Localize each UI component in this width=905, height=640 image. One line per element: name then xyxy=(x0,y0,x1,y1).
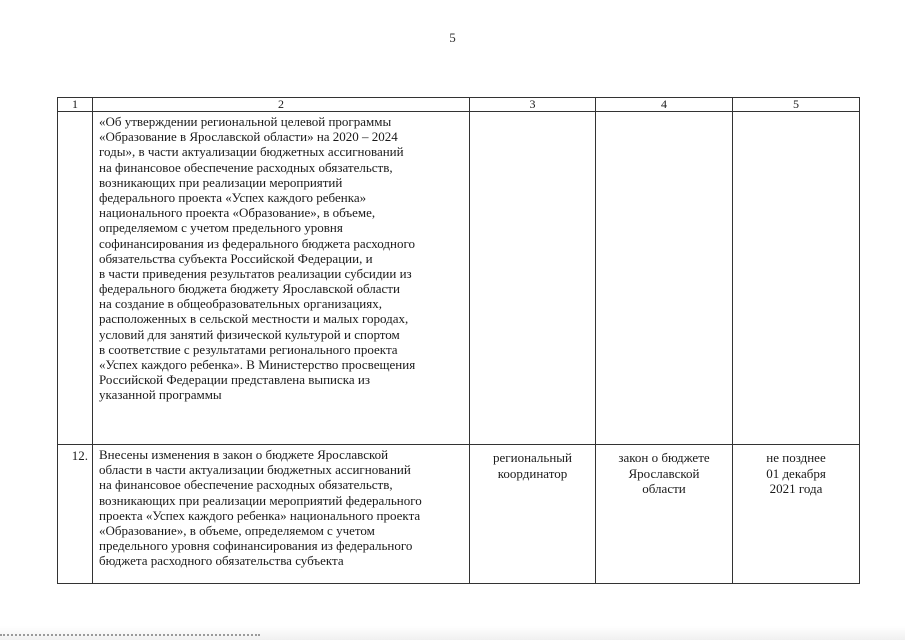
text-line: 01 декабря xyxy=(766,465,826,481)
text-line: области xyxy=(642,481,686,496)
deadline-cell xyxy=(733,112,860,445)
text-line: в соответствие с результатами регионального проекта xyxy=(99,341,398,357)
header-col-1: 1 xyxy=(58,98,93,112)
text-line: области в части актуализации бюджетных ассигнований xyxy=(99,462,411,478)
description-cell xyxy=(93,112,470,445)
text-line: «Образование в Ярославской области» на 2020 – 2024 xyxy=(99,129,398,145)
result-document-text xyxy=(596,445,732,497)
text-line: указанной программы xyxy=(99,387,222,403)
text-line: закон о бюджете xyxy=(618,450,710,465)
page-number: 5 xyxy=(449,30,456,45)
result-document-cell xyxy=(596,445,733,584)
header-col-5: 5 xyxy=(733,98,860,112)
description-text xyxy=(93,112,469,403)
text-line: возникающих при реализации мероприятий федерального xyxy=(99,492,422,508)
result-document-cell xyxy=(596,112,733,445)
header-col-4: 4 xyxy=(596,98,733,112)
result-document-text xyxy=(596,112,732,117)
responsible-text xyxy=(470,112,595,117)
row-number-cell xyxy=(58,112,93,445)
responsible-cell xyxy=(470,445,596,584)
text-line: обязательства субъекта Российской Федерации, и xyxy=(99,250,373,266)
table-row xyxy=(58,112,860,445)
deadline-cell xyxy=(733,445,860,584)
row-number: 12. xyxy=(71,448,88,463)
text-line: возникающих при реализации мероприятий xyxy=(99,174,343,190)
text-line: определяемом с учетом предельного уровня xyxy=(99,220,343,236)
text-line: Ярославской xyxy=(628,465,700,481)
responsible-cell xyxy=(470,112,596,445)
text-line: Российской Федерации представлена выписка из xyxy=(99,372,371,388)
text-line: «Образование», в объеме, определяемом с учетом xyxy=(99,522,375,538)
text-line: не позднее xyxy=(766,450,826,465)
text-line: 2021 года xyxy=(769,481,823,496)
table-header-row xyxy=(58,98,860,112)
text-line: «Об утверждении региональной целевой программы xyxy=(99,114,392,129)
text-line: софинансирования из федерального бюджета расходного xyxy=(99,235,416,251)
header-col-2: 2 xyxy=(93,98,470,112)
row-number xyxy=(58,112,92,115)
text-line: в части приведения результатов реализации субсидии из xyxy=(99,265,412,281)
document-table xyxy=(57,97,860,584)
text-line: национального проекта «Образование», в объеме, xyxy=(99,205,376,221)
header-col-3: 3 xyxy=(470,98,596,112)
text-line: на создание в общеобразовательных организациях, xyxy=(99,296,382,312)
description-text xyxy=(93,445,469,569)
text-line: «Успех каждого ребенка». В Министерство просвещения xyxy=(99,357,416,372)
responsible-text xyxy=(470,445,595,481)
text-line: федерального бюджета бюджету Ярославской области xyxy=(99,281,400,297)
text-line: координатор xyxy=(497,465,568,481)
scan-artifact xyxy=(0,631,260,636)
text-line: расположенных в сельской местности и малых городах, xyxy=(99,311,409,327)
deadline-text xyxy=(733,112,859,117)
text-line: федерального проекта «Успех каждого ребенка» xyxy=(99,189,367,205)
text-line: проекта «Успех каждого ребенка» национального проекта xyxy=(99,507,421,523)
deadline-text xyxy=(733,445,859,497)
row-number-cell xyxy=(58,445,93,584)
text-line: годы», в части актуализации бюджетных ассигнований xyxy=(99,144,404,160)
text-line: на финансовое обеспечение расходных обязательств, xyxy=(99,159,393,175)
text-line: Внесены изменения в закон о бюджете Ярославской xyxy=(99,447,389,462)
text-line: региональный xyxy=(493,450,572,465)
text-line: бюджета расходного обязательства субъекта xyxy=(99,553,344,569)
text-line: предельного уровня софинансирования из федерального xyxy=(99,538,413,554)
description-cell xyxy=(93,445,470,584)
table-row xyxy=(58,445,860,584)
text-line: условий для занятий физической культурой и спортом xyxy=(99,326,400,342)
text-line: на финансовое обеспечение расходных обязательств, xyxy=(99,477,393,493)
